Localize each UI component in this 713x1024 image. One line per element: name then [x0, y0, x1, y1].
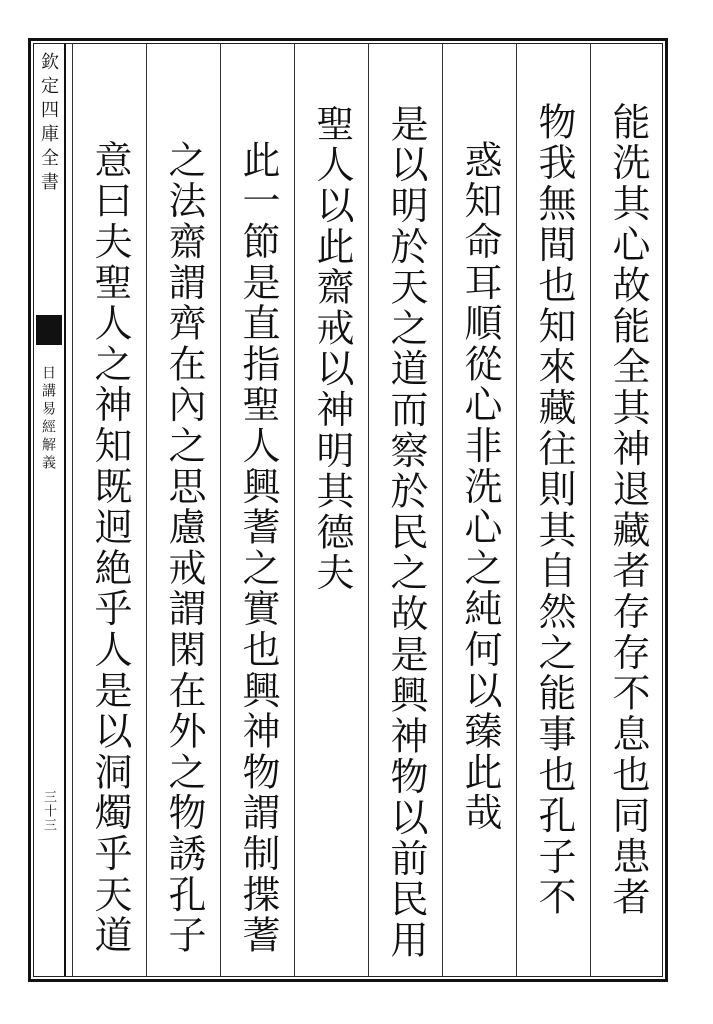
page-number: 三十三	[41, 790, 56, 832]
volume-title: 日講易經解義	[40, 365, 56, 473]
column-text: 此一節是直指聖人興蓍之實也興神物謂制揲蓍	[236, 140, 280, 956]
column-text: 能洗其心故能全其神退藏者存存不息也同患者	[606, 102, 650, 918]
text-column-5	[294, 44, 368, 976]
book-title: 欽定四庫全書	[38, 52, 59, 196]
text-column-8	[72, 44, 146, 976]
column-text: 物我無間也知來藏往則其自然之能事也孔子不	[532, 102, 576, 918]
column-text: 是以明於天之道而察於民之故是興神物以前民用	[384, 104, 428, 961]
text-column-2	[516, 44, 590, 976]
text-column-6	[220, 44, 294, 976]
column-text: 之法齋謂齊在內之思慮戒謂閑在外之物誘孔子	[162, 140, 206, 956]
text-column-7	[146, 44, 220, 976]
text-column-4	[368, 44, 442, 976]
column-text: 意曰夫聖人之神知既迥絶乎人是以洞燭乎天道	[88, 140, 132, 956]
margin-divider	[64, 44, 66, 976]
column-text: 聖人以此齋戒以神明其德夫	[310, 104, 354, 594]
text-column-1	[590, 44, 664, 976]
fishtail-mark	[36, 315, 62, 345]
text-column-3	[442, 44, 516, 976]
column-text: 惑知命耳順從心非洗心之純何以臻此哉	[458, 140, 502, 834]
